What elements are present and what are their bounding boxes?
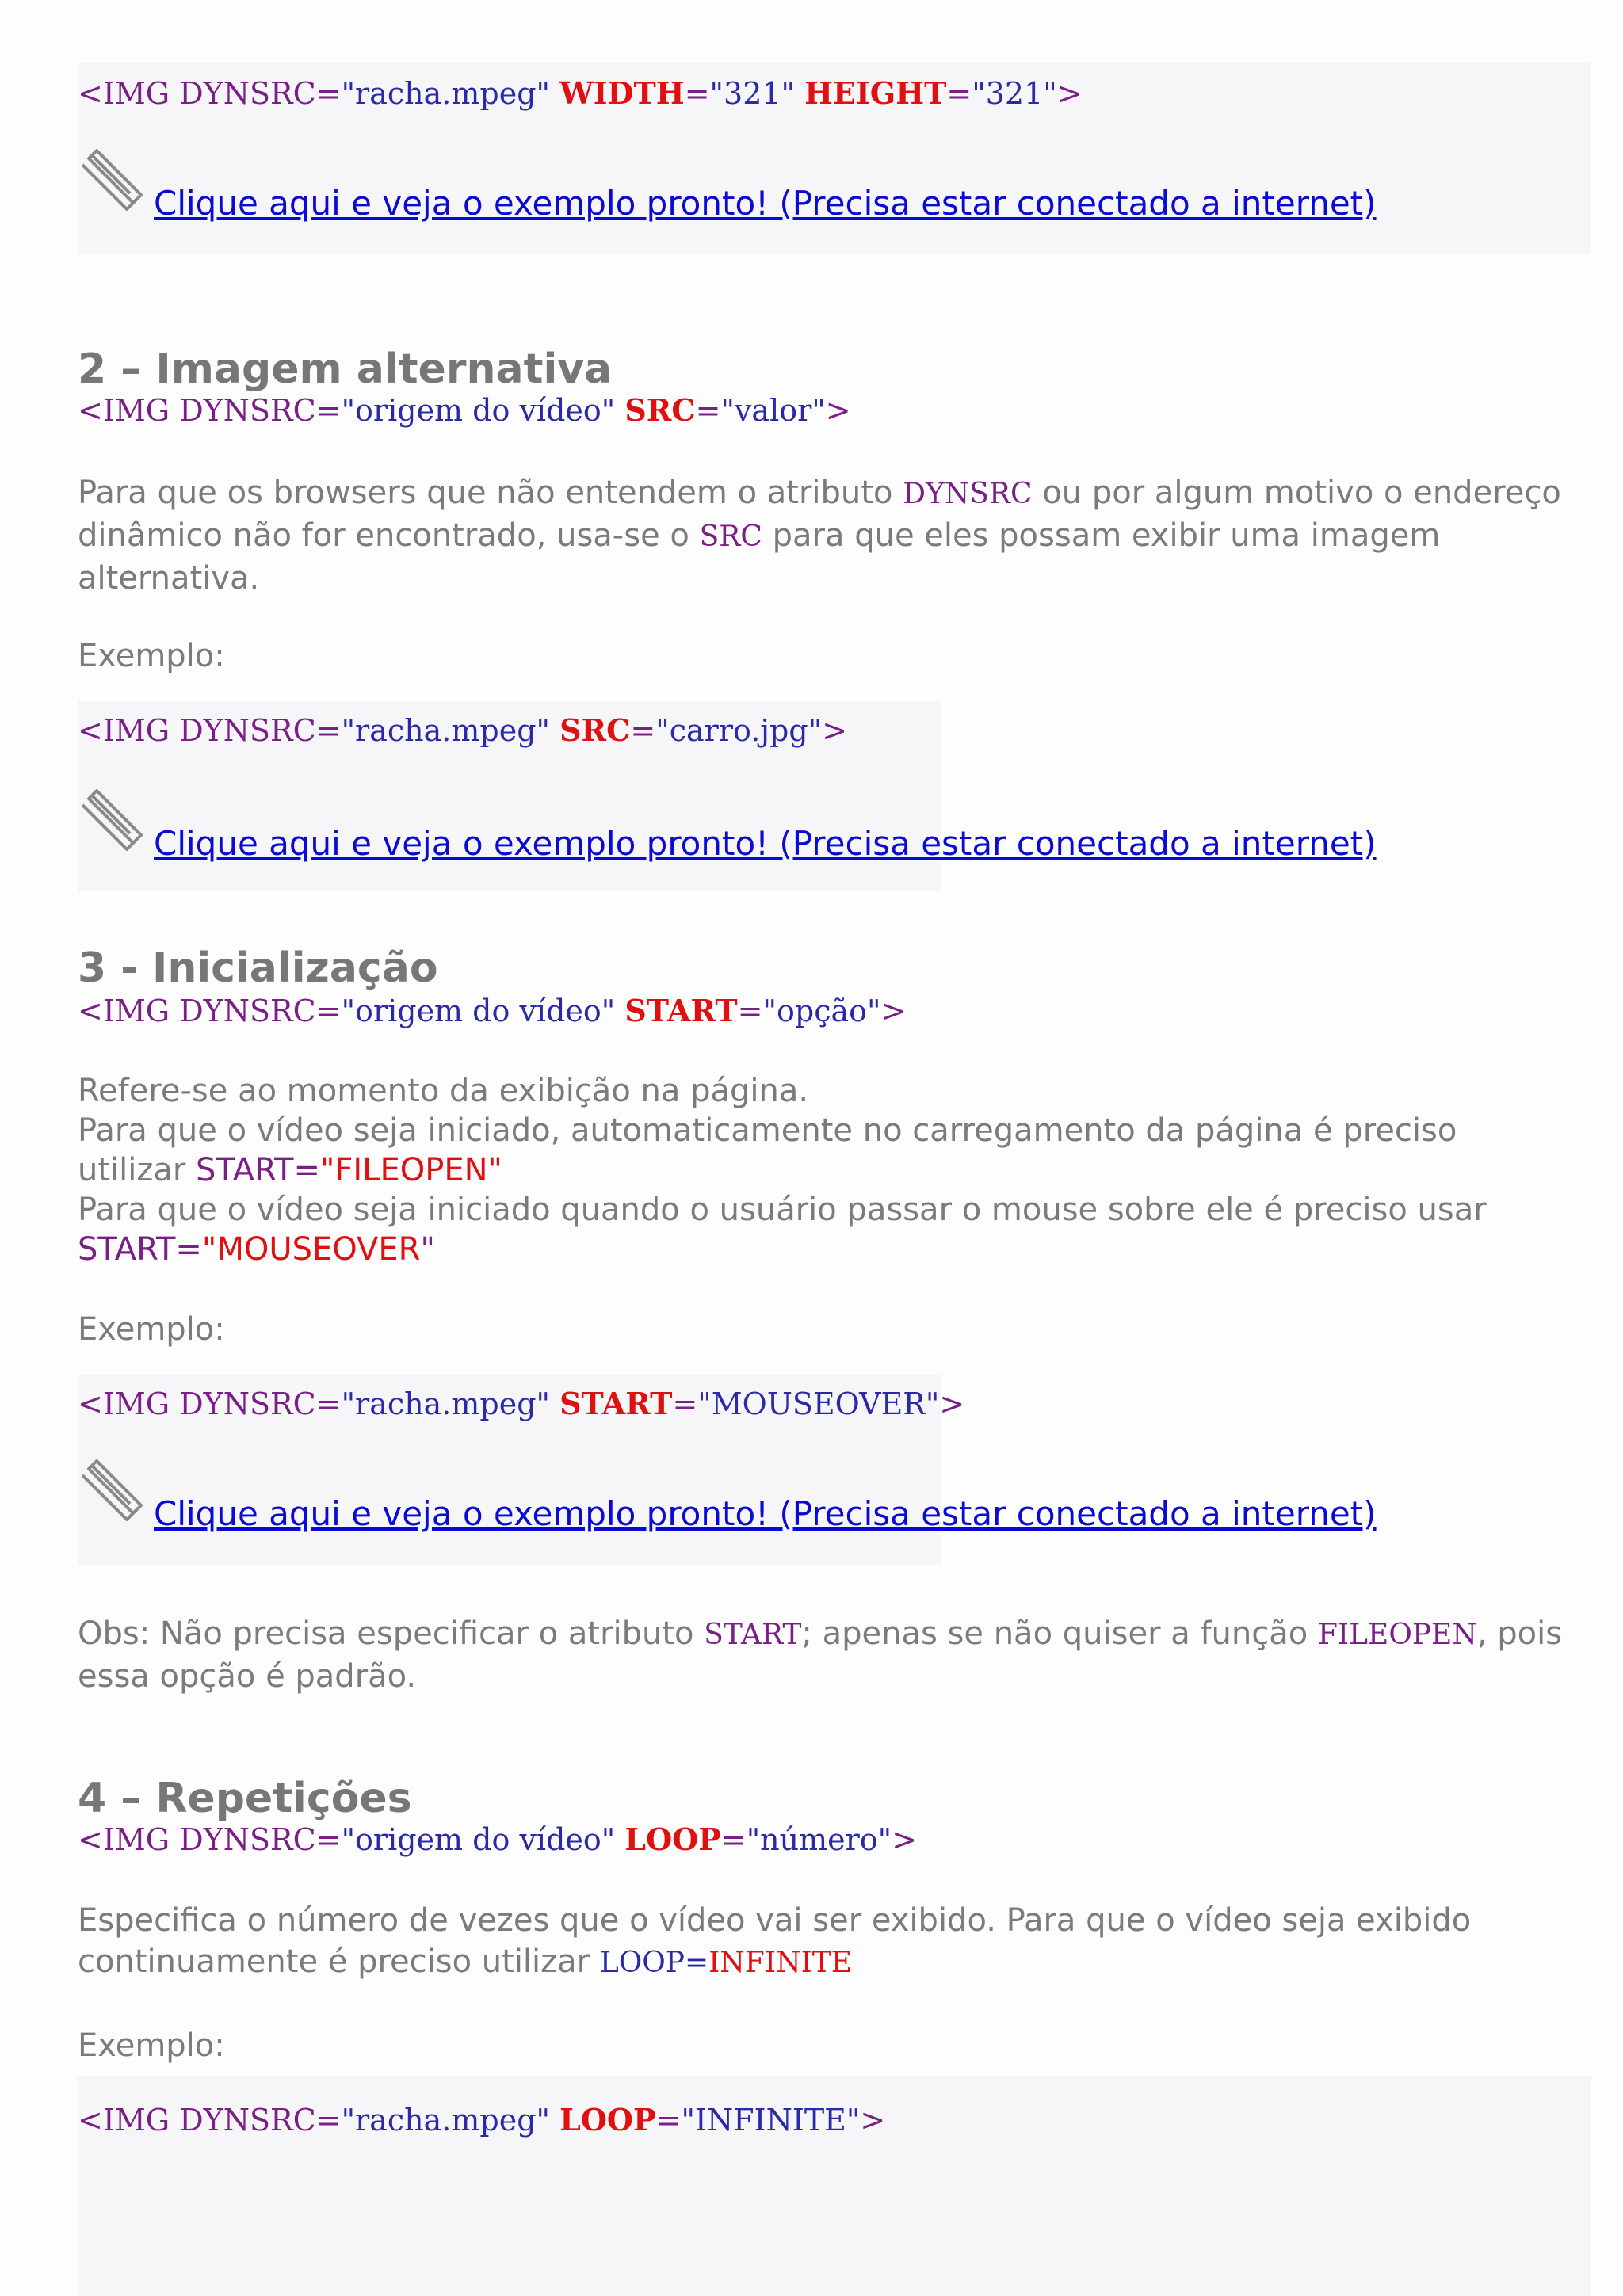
example-label: Exemplo: [78,638,225,674]
description-line: Refere-se ao momento da exibição na página. [78,1073,809,1109]
example-link[interactable]: Clique aqui e veja o exemplo pronto! (Precisa estar conectado a internet) [154,824,1377,863]
example-link-row [78,147,1425,223]
description-line: Para que o vídeo seja iniciado quando o usuário passar o mouse sobre ele é preciso usar START="MOUSEOVER" [78,1192,1487,1268]
paperclip-icon [78,788,146,856]
paperclip-icon [78,147,146,215]
code-example-size: <IMG DYNSRC="racha.mpeg" WIDTH="321" HEIGHT="321"> [78,75,1083,111]
section-heading: 2 – Imagem alternativa [78,345,613,393]
section-heading: 4 – Repetições [78,1775,412,1822]
code-example: <IMG DYNSRC="racha.mpeg" START="MOUSEOVER"> [78,1386,965,1421]
description-paragraph: Especifica o número de vezes que o vídeo vai ser exibido. Para que o vídeo seja exibido continuamente é preciso utilizar LOOP=INFINITE [78,1902,1472,1980]
example-link[interactable]: Clique aqui e veja o exemplo pronto! (Precisa estar conectado a internet) [154,1494,1377,1533]
section-heading: 3 - Inicialização [78,944,438,992]
description-line: Para que o vídeo seja iniciado, automaticamente no carregamento da página é preciso utilizar START="FILEOPEN" [78,1112,1457,1188]
example-link[interactable]: Clique aqui e veja o exemplo pronto! (Precisa estar conectado a internet) [154,184,1377,223]
code-example: <IMG DYNSRC="racha.mpeg" LOOP="INFINITE"> [78,2102,886,2138]
paperclip-icon [78,1458,146,1526]
syntax-line: <IMG DYNSRC="origem do vídeo" LOOP="número"> [78,1821,917,1857]
code-example: <IMG DYNSRC="racha.mpeg" SRC="carro.jpg"> [78,712,848,748]
note-paragraph: Obs: Não precisa especificar o atributo START; apenas se não quiser a função FILEOPEN, pois essa opção é padrão. [78,1615,1563,1695]
syntax-line: <IMG DYNSRC="origem do vídeo" START="opção"> [78,993,907,1028]
description-paragraph: Para que os browsers que não entendem o atributo DYNSRC ou por algum motivo o endereço dinâmico não for encontrado, usa-se o SRC para que eles possam exibir uma imagem alternativa. [78,475,1561,597]
example-link-row [78,1458,1425,1533]
example-label: Exemplo: [78,1311,225,1348]
example-label: Exemplo: [78,2027,225,2064]
syntax-line: <IMG DYNSRC="origem do vídeo" SRC="valor"> [78,392,851,428]
description-paragraph [78,1071,1568,1269]
example-link-row [78,788,1425,863]
